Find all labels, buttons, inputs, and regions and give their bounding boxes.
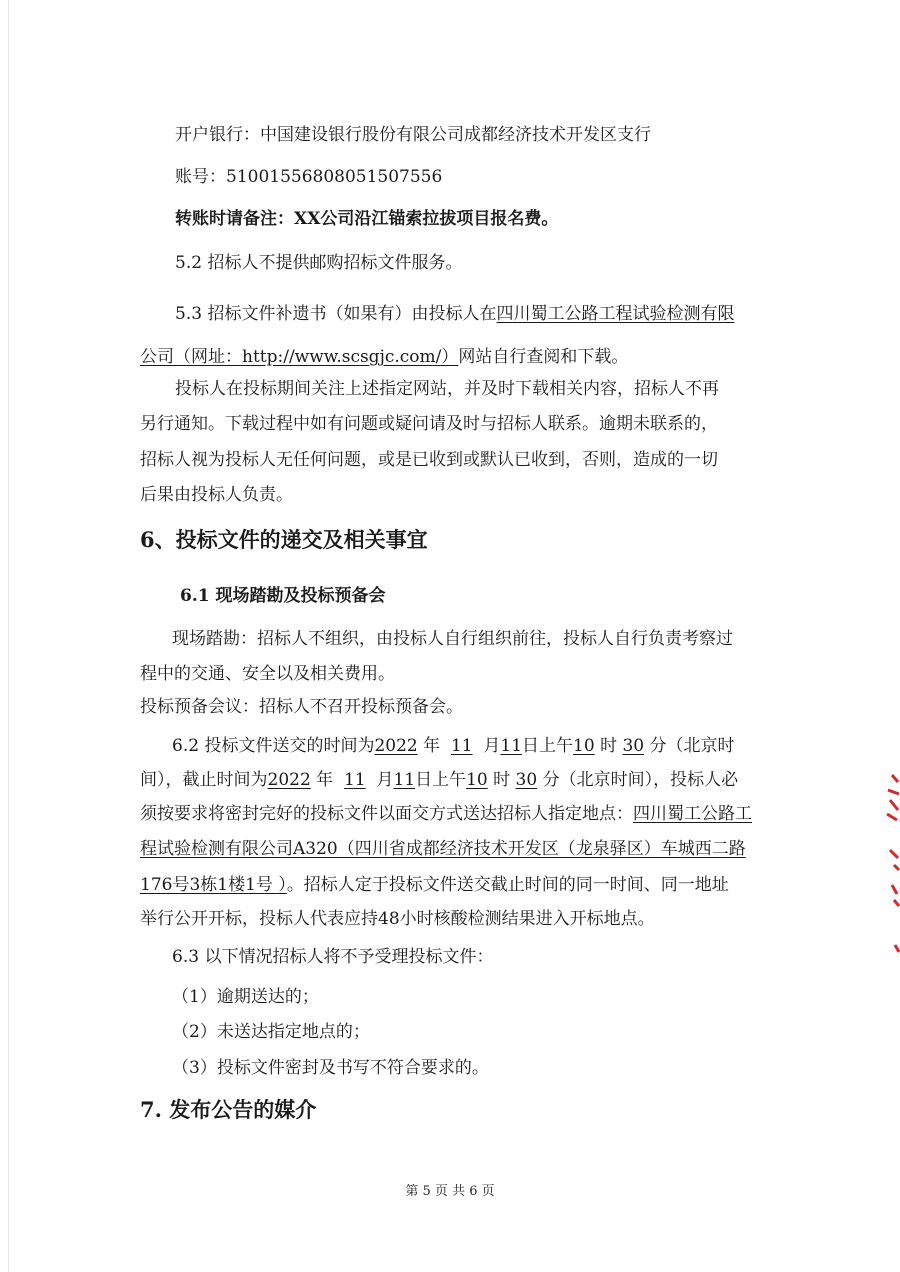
page-left-edge bbox=[8, 0, 9, 1272]
notice-para-line2: 另行通知。下载过程中如有问题或疑问请及时与招标人联系。逾期未联系的， bbox=[140, 414, 718, 434]
section-6-2-line4 bbox=[140, 838, 780, 860]
submit-month: 11 bbox=[450, 736, 473, 756]
address-part1: 四川蜀工公路工 bbox=[633, 804, 752, 824]
deadline-day: 11 bbox=[393, 770, 416, 790]
address-part2: 程试验检测有限公司A320（四川省成都经济技术开发区（龙泉驿区）车城西二路 bbox=[140, 839, 746, 859]
month-unit-2: 月 bbox=[376, 770, 394, 790]
seal-stroke-3 bbox=[892, 885, 899, 906]
section-6-2-text: 6.2 投标文件送交的时间为 bbox=[172, 736, 375, 756]
bank-line bbox=[175, 124, 815, 146]
deadline-tail: 分（北京时间），投标人必 bbox=[542, 770, 739, 790]
month-unit: 月 bbox=[483, 736, 501, 756]
seal-stroke-2 bbox=[890, 850, 899, 870]
section-6-2-line1 bbox=[172, 735, 812, 757]
year-unit: 年 bbox=[423, 736, 441, 756]
bank-value: 中国建设银行股份有限公司成都经济技术开发区支行 bbox=[260, 125, 651, 145]
account-label: 账号： bbox=[175, 167, 226, 187]
opening-text: 。招标人定于投标文件送交截止时间的同一时间、同一地址 bbox=[286, 875, 729, 895]
list-item-3: （3）投标文件密封及书写不符合要求的。 bbox=[172, 1058, 489, 1078]
submit-minute: 30 bbox=[622, 736, 645, 756]
section-6-2-line2 bbox=[140, 769, 780, 791]
delivery-requirement: 须按要求将密封完好的投标文件以面交方式送达招标人指定地点： bbox=[140, 804, 633, 824]
section-5-3-line2 bbox=[140, 346, 780, 368]
submit-day: 11 bbox=[500, 736, 523, 756]
notice-para-line3: 招标人视为投标人无任何问题，或是已收到或默认已收到，否则，造成的一切 bbox=[140, 450, 718, 470]
page-footer: 第 5 页 共 6 页 bbox=[405, 1184, 495, 1199]
heading-7: 7. 发布公告的媒介 bbox=[140, 1097, 317, 1122]
notice-para-line4: 后果由投标人负责。 bbox=[140, 485, 293, 505]
seal-stroke-4 bbox=[895, 945, 899, 952]
section-5-3-text: 5.3 招标文件补遗书（如果有）由投标人在 bbox=[175, 304, 497, 324]
account-value: 51001556808051507556 bbox=[226, 167, 443, 187]
account-line bbox=[175, 166, 815, 188]
survey-line1: 现场踏勘：招标人不组织，由投标人自行组织前往，投标人自行负责考察过 bbox=[172, 629, 733, 649]
address-part3: 176号3栋1楼1号 ） bbox=[140, 875, 287, 895]
survey-line2: 程中的交通、安全以及相关费用。 bbox=[140, 664, 395, 684]
transfer-remark: 转账时请备注：XX公司沿江锚索拉拔项目报名费。 bbox=[175, 209, 559, 229]
heading-6-1: 6.1 现场踏勘及投标预备会 bbox=[180, 586, 386, 606]
deadline-year: 2022 bbox=[267, 770, 311, 790]
section-6-2-line3 bbox=[140, 803, 780, 825]
section-5-2: 5.2 招标人不提供邮购招标文件服务。 bbox=[175, 253, 463, 273]
submit-year: 2022 bbox=[374, 736, 418, 756]
heading-6: 6、投标文件的递交及相关事宜 bbox=[140, 527, 428, 552]
website-link-part2[interactable]: 公司（网址：http://www.scsgjc.com/） bbox=[140, 347, 459, 367]
section-6-2-line6: 举行公开开标，投标人代表应持48小时核酸检测结果进入开标地点。 bbox=[140, 909, 655, 929]
list-item-2: （2）未送达指定地点的； bbox=[172, 1022, 370, 1042]
pre-bid-meeting: 投标预备会议：招标人不召开投标预备会。 bbox=[140, 697, 463, 717]
year-unit-2: 年 bbox=[316, 770, 334, 790]
red-seal-fragment bbox=[870, 770, 900, 970]
bank-label: 开户银行： bbox=[175, 125, 260, 145]
deadline-month: 11 bbox=[343, 770, 366, 790]
deadline-text: 间），截止时间为 bbox=[140, 770, 268, 790]
day-unit: 日上午 bbox=[522, 736, 574, 756]
deadline-minute: 30 bbox=[515, 770, 538, 790]
section-5-3-line1 bbox=[175, 303, 815, 325]
website-link-part1[interactable]: 四川蜀工公路工程试验检测有限 bbox=[496, 304, 735, 324]
section-5-3-tail: 网站自行查阅和下载。 bbox=[458, 347, 629, 367]
minute-unit: 分（北京时 bbox=[649, 736, 735, 756]
hour-unit: 时 bbox=[600, 736, 618, 756]
list-item-1: （1）逾期送达的； bbox=[172, 987, 319, 1007]
section-6-3: 6.3 以下情况招标人将不予受理投标文件： bbox=[172, 947, 494, 967]
hour-unit-2: 时 bbox=[493, 770, 511, 790]
deadline-hour: 10 bbox=[466, 770, 488, 790]
seal-stroke-1 bbox=[887, 775, 899, 820]
submit-hour: 10 bbox=[573, 736, 595, 756]
notice-para-line1: 投标人在投标期间关注上述指定网站，并及时下载相关内容，招标人不再 bbox=[175, 379, 719, 399]
section-6-2-line5 bbox=[140, 874, 780, 896]
day-unit-2: 日上午 bbox=[415, 770, 467, 790]
